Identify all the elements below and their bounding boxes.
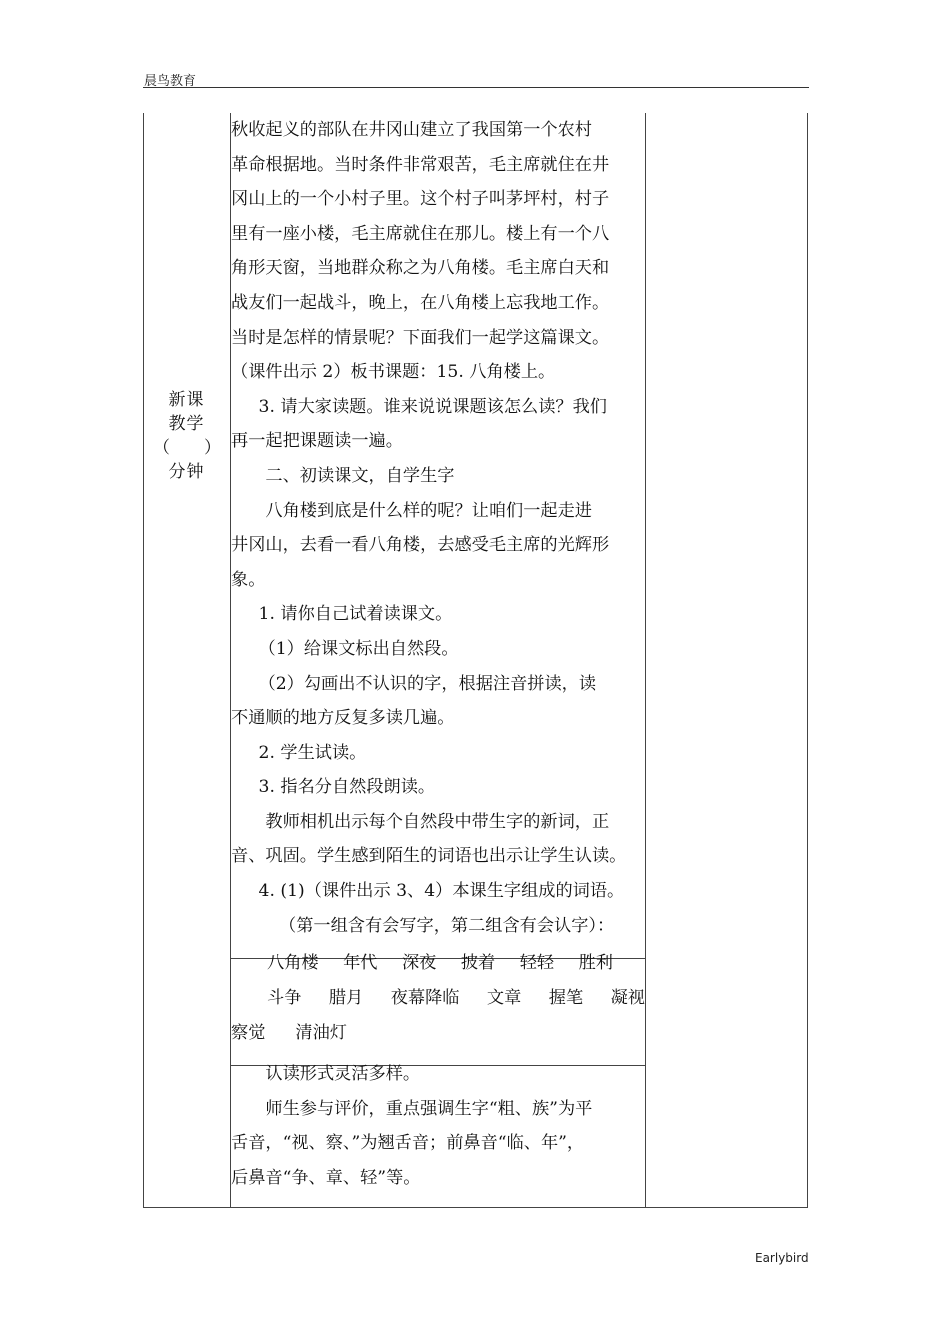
- word: 文章: [486, 988, 522, 1009]
- text-line: 当时是怎样的情景呢？下面我们一起学这篇课文。: [231, 327, 610, 348]
- word: 腊月: [328, 988, 364, 1009]
- text-line: 角形天窗，当地群众称之为八角楼。毛主席白天和: [231, 258, 610, 279]
- word: 披着: [460, 953, 496, 974]
- word-row: [231, 981, 645, 1016]
- reading-notes: [231, 1051, 645, 1195]
- text-line: 舌音，“视、察、”为翘舌音；前鼻音“临、年”，: [231, 1133, 585, 1154]
- section-label: [143, 388, 230, 484]
- text-line: 1. 请你自己试着读课文。: [258, 604, 453, 625]
- text-line: 象。: [231, 569, 266, 590]
- text-line: 不通顺的地方反复多读几遍。: [231, 708, 455, 729]
- text-line: 认读形式灵活多样。: [265, 1064, 421, 1085]
- section-label-line2: 教学: [168, 414, 205, 434]
- word: 深夜: [401, 953, 437, 974]
- section-heading: 二、初读课文，自学生字: [265, 465, 455, 486]
- paren-open: （: [153, 438, 171, 458]
- word-row: [231, 1016, 645, 1051]
- word: 年代: [343, 953, 378, 974]
- section-label-line4: 分钟: [168, 462, 205, 482]
- table-border-col2: [645, 113, 646, 1207]
- word: 胜利: [578, 953, 613, 974]
- text-line: （2）勾画出不认识的字，根据注音拼读，读: [258, 673, 597, 694]
- text-line: 4. (1)（课件出示 3、4）本课生字组成的词语。: [258, 881, 625, 902]
- minutes-blank: [143, 436, 230, 460]
- text-line: 战友们一起战斗，晚上，在八角楼上忘我地工作。: [231, 292, 610, 313]
- intro-paragraph: [231, 113, 645, 390]
- text-line: 音、巩固。学生感到陌生的词语也出示让学生认读。: [231, 846, 627, 867]
- text-line: （第一组含有会写字，第二组含有会认字）：: [279, 915, 615, 936]
- text-line: 秋收起义的部队在井冈山建立了我国第一个农村: [231, 120, 592, 140]
- lesson-content: [231, 113, 645, 1196]
- text-line: 师生参与评价，重点强调生字“粗、族”为平: [265, 1098, 593, 1119]
- text-line: 里有一座小楼，毛主席就住在那儿。楼上有一个八: [231, 223, 610, 244]
- vocab-words: [231, 943, 645, 1051]
- table-border-right: [807, 113, 808, 1207]
- table-border-left: [143, 113, 144, 1207]
- word: 轻轻: [519, 953, 555, 974]
- word-row: [231, 946, 645, 981]
- text-line: （1）给课文标出自然段。: [258, 638, 459, 659]
- table-border-bottom: [143, 1207, 808, 1208]
- text-line: （课件出示 2）板书课题：15. 八角楼上。: [231, 362, 556, 383]
- header-divider: [143, 87, 809, 88]
- section-label-line1: 新课: [168, 390, 205, 410]
- paren-close: ）: [204, 438, 222, 458]
- word: 夜幕降临: [390, 988, 460, 1009]
- text-line: 2. 学生试读。: [258, 742, 367, 763]
- word: 凝视: [610, 988, 645, 1009]
- header-brand: 晨鸟教育: [144, 74, 197, 89]
- footer-brand: Earlybird: [755, 1251, 809, 1265]
- text-line: 3. 指名分自然段朗读。: [258, 777, 436, 798]
- text-line: 革命根据地。当时条件非常艰苦，毛主席就住在井: [231, 154, 610, 175]
- text-line: 3. 请大家读题。谁来说说课题该怎么读？我们: [258, 396, 607, 417]
- word: 握笔: [548, 988, 584, 1009]
- word: 八角楼: [267, 953, 319, 974]
- text-line: 八角楼到底是什么样的呢？让咱们一起走进: [265, 500, 592, 521]
- word: 察觉: [231, 1023, 266, 1044]
- text-line: 冈山上的一个小村子里。这个村子叫茅坪村，村子: [231, 189, 610, 210]
- text-line: 再一起把课题读一遍。: [231, 431, 403, 452]
- word: 清油灯: [295, 1023, 347, 1044]
- text-line: 教师相机出示每个自然段中带生字的新词，正: [265, 811, 610, 832]
- text-line: 后鼻音“争、章、轻”等。: [231, 1168, 421, 1189]
- text-line: 井冈山，去看一看八角楼，去感受毛主席的光辉形: [231, 535, 610, 556]
- word: 斗争: [267, 988, 302, 1009]
